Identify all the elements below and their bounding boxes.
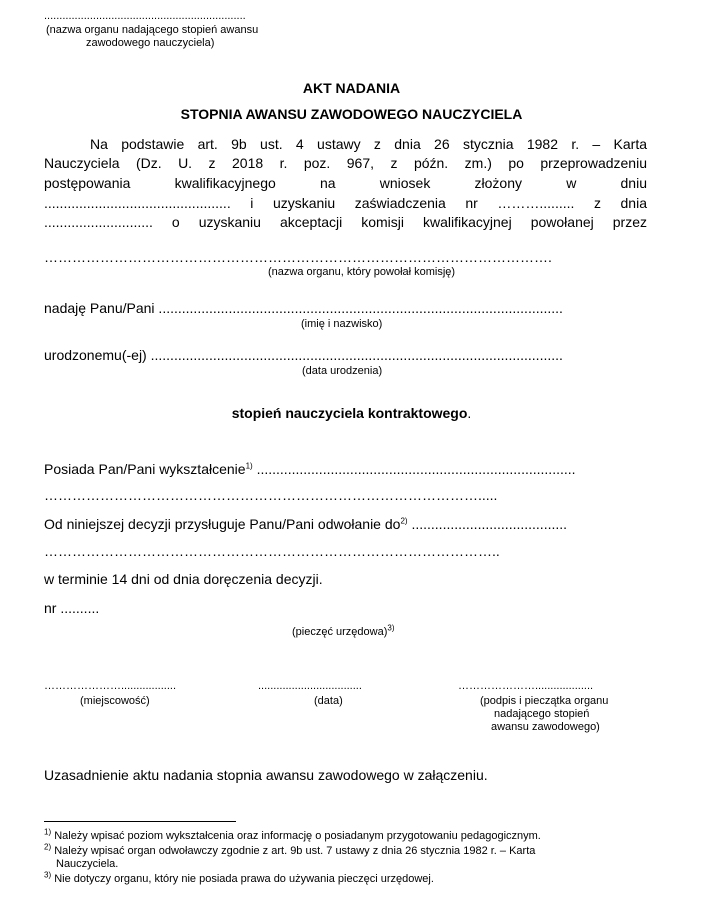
grant-line: nadaję Panu/Pani ........................................................................................................: [44, 300, 563, 316]
appeal-dots: ........................................: [407, 516, 568, 532]
commission-dots: ……………………………………………………………………………………………….: [44, 249, 552, 265]
footnote-3-text: Nie dotyczy organu, który nie posiada prawa do używania pieczęci urzędowej.: [54, 873, 434, 885]
place-caption: (miejscowość): [80, 695, 150, 707]
birth-caption: (data urodzenia): [302, 365, 383, 377]
education-line-2: ………………………………………………………………………………….....: [44, 487, 498, 503]
paragraph-line-3: postępowania kwalifikacyjnego na wniosek złożony w dniu: [44, 175, 647, 191]
footnote-1-text: Należy wpisać poziom wykształcenia oraz informację o posiadanym przygotowaniu pedagogicznym.: [54, 830, 541, 842]
name-caption: (imię i nazwisko): [301, 318, 383, 330]
document-title: AKT NADANIA: [302, 80, 401, 96]
paragraph-line-2: Nauczyciela (Dz. U. z 2018 r. poz. 967, z późn. zm.) po przeprowadzeniu: [44, 155, 647, 171]
footnote-1-mark: 1): [44, 827, 52, 837]
education-line: [44, 461, 576, 477]
footnote-2: [44, 842, 536, 857]
signature-caption-line3: awansu zawodowego): [491, 721, 600, 733]
footnote-3: [44, 870, 434, 885]
paragraph-line-1: Na podstawie art. 9b ust. 4 ustawy z dnia 26 stycznia 1982 r. – Karta: [90, 136, 647, 152]
footnote-ref-1: 1): [245, 461, 253, 471]
footnote-3-mark: 3): [44, 870, 52, 880]
commission-caption: (nazwa organu, który powołał komisję): [268, 266, 456, 278]
appeal-line-2: ……………………………………………………………………………………..: [44, 543, 500, 559]
education-label: Posiada Pan/Pani wykształcenie: [44, 461, 246, 477]
organ-caption-line2: zawodowego nauczyciela): [86, 37, 215, 49]
born-line: urodzonemu(-ej) ..........................................................................................................: [44, 347, 563, 363]
signature-caption-line1: (podpis i pieczątka organu: [480, 695, 609, 707]
paragraph-line-4: ................................................ i uzyskaniu zaświadczenia nr ………......... z dnia: [44, 195, 647, 211]
footnote-2-mark: 2): [44, 842, 52, 852]
organ-name-dots: ..................................................................: [44, 10, 246, 22]
deadline-text: w terminie 14 dni od dnia doręczenia decyzji.: [44, 571, 323, 587]
place-dots: …………………..................: [44, 680, 177, 692]
degree-period: .: [467, 405, 472, 421]
footnote-2-text: Należy wpisać organ odwoławczy zgodnie z art. 9b ust. 7 ustawy z dnia 26 stycznia 1982 r. – Karta: [54, 845, 536, 857]
organ-caption-line1: (nazwa organu nadającego stopień awansu: [46, 24, 259, 36]
footnote-ref-3: 3): [387, 623, 395, 633]
stamp-caption: [292, 623, 395, 638]
footnote-ref-2: 2): [400, 516, 408, 526]
education-dots: ..................................................................................: [252, 461, 576, 477]
footnote-1: [44, 827, 541, 842]
document-number: nr ..........: [44, 600, 100, 616]
paragraph-line-5: ............................ o uzyskaniu akceptacji komisji kwalifikacyjnej powołanej przez: [44, 214, 647, 230]
degree-line: [0, 405, 703, 421]
date-dots: ..................................: [258, 680, 362, 692]
date-caption: (data): [314, 695, 343, 707]
appeal-label: Od niniejszej decyzji przysługuje Panu/Pani odwołanie do: [44, 516, 401, 532]
footnote-separator: [44, 821, 236, 822]
appeal-line: [44, 516, 567, 532]
document-subtitle: STOPNIA AWANSU ZAWODOWEGO NAUCZYCIELA: [180, 106, 523, 122]
signature-dots: …………………...................: [458, 680, 594, 692]
signature-caption-line2: nadającego stopień: [494, 708, 590, 720]
stamp-caption-text: (pieczęć urzędowa): [292, 626, 388, 638]
degree-name: stopień nauczyciela kontraktowego: [231, 405, 468, 421]
justification-note: Uzasadnienie aktu nadania stopnia awansu zawodowego w załączeniu.: [44, 767, 488, 783]
footnote-2-continuation: Nauczyciela.: [56, 858, 119, 870]
